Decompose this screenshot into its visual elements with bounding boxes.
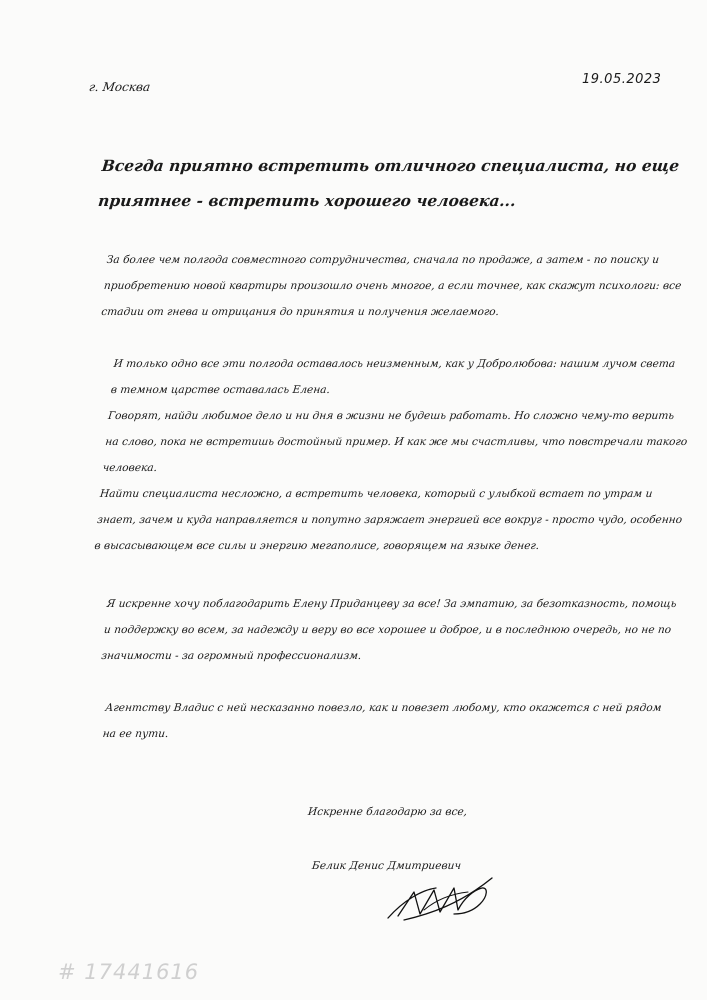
text-line: стадии от гнева и отрицания до принятия и получения желаемого. bbox=[100, 306, 500, 318]
registration-stamp: # 17441616 bbox=[58, 960, 200, 984]
text-line: на ее пути. bbox=[102, 728, 170, 740]
text-line: приобретению новой квартиры произошло очень многое, а если точнее, как скажут психологи: все bbox=[103, 280, 682, 292]
handwritten-signature bbox=[384, 870, 494, 930]
city-line: г. Москва bbox=[88, 80, 152, 94]
closing-line: Искренне благодарю за все, bbox=[307, 806, 468, 818]
text-line: значимости - за огромный профессионализм. bbox=[100, 650, 363, 662]
paragraph-2 bbox=[93, 351, 688, 559]
text-line: За более чем полгода совместного сотрудничества, сначала по продаже, а затем - по поиску и bbox=[106, 254, 660, 266]
text-line: Я искренне хочу поблагодарить Елену Приданцеву за все! За эмпатию, за безотказность, помощь bbox=[106, 598, 678, 610]
text-line: человека. bbox=[102, 462, 158, 474]
text-line: в темном царстве оставалась Елена. bbox=[110, 384, 331, 396]
text-line: на слово, пока не встретишь достойный пример. И как же мы счастливы, что повстречали такого bbox=[104, 436, 688, 448]
text-line: в высасывающем все силы и энергию мегаполисе, говорящем на языке денег. bbox=[93, 540, 540, 552]
letter-date: 19.05.2023 bbox=[582, 72, 662, 87]
signer-name: Белик Денис Дмитриевич bbox=[311, 860, 462, 872]
text-line: знает, зачем и куда направляется и попутно заряжает энергией все вокруг - просто чудо, особенно bbox=[96, 514, 683, 526]
letter-headline bbox=[96, 148, 681, 218]
text-line: И только одно все эти полгода оставалось неизменным, как у Добролюбова: нашим лучом света bbox=[112, 358, 676, 370]
headline-line: Всегда приятно встретить отличного специалиста, но еще bbox=[100, 156, 681, 175]
paragraph-4 bbox=[101, 695, 666, 747]
text-line: Говорят, найди любимое дело и ни дня в жизни не будешь работать. Но сложно чему-то верить bbox=[107, 410, 675, 422]
headline-line: приятнее - встретить хорошего человека... bbox=[97, 191, 517, 210]
paragraph-1 bbox=[100, 247, 682, 325]
text-line: Найти специалиста несложно, а встретить человека, который с улыбкой встает по утрам и bbox=[99, 488, 653, 500]
text-line: Агентству Владис с ней несказанно повезло, как и повезет любому, кто окажется с ней рядом bbox=[104, 702, 663, 714]
paragraph-3 bbox=[100, 591, 678, 669]
text-line: и поддержку во всем, за надежду и веру во все хорошее и доброе, и в последнюю очередь, но не по bbox=[103, 624, 672, 636]
